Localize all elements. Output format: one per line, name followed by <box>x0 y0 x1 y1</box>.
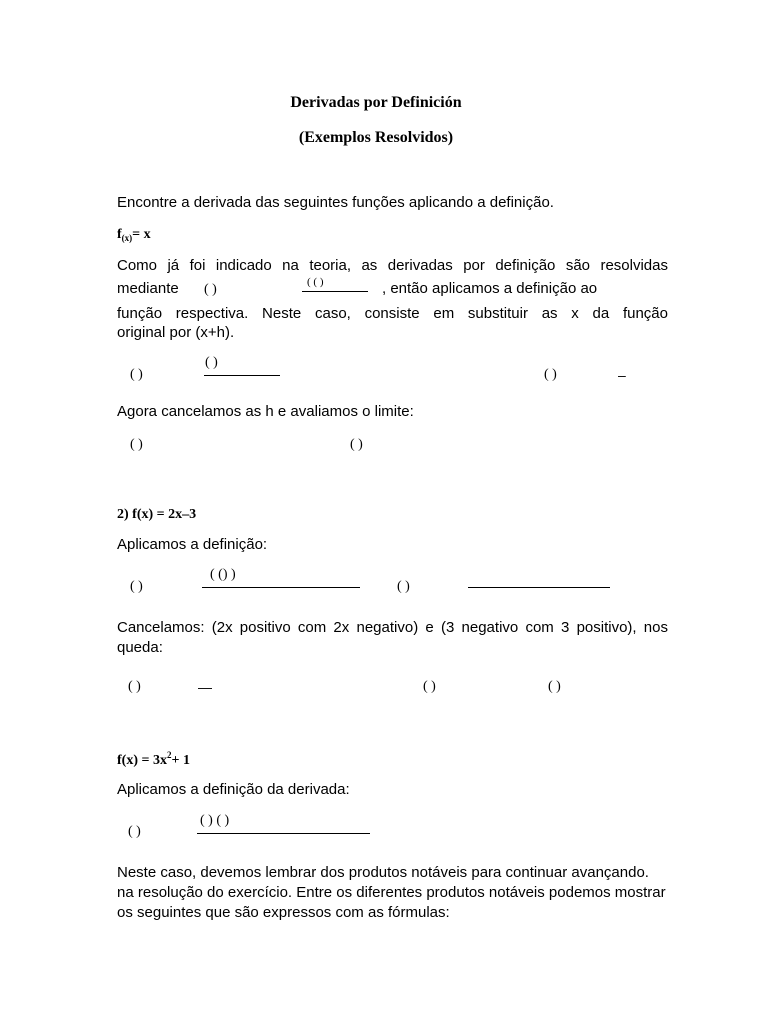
example2-eq-fraction-bar <box>202 587 360 588</box>
example1-eq-lhs: ( ) <box>130 367 143 382</box>
example1-explain-line3: função respectiva. Neste caso, consiste em substituir as x da função <box>117 305 668 322</box>
document-subtitle: (Exemplos Resolvidos) <box>298 129 454 146</box>
example2-result-lhs: ( ) <box>128 679 141 694</box>
example1-explain-line4: original por (x+h). <box>117 324 235 341</box>
example1-eq-mid: ( ) <box>544 367 557 382</box>
example1-explain-fraction-bar <box>302 291 368 292</box>
example1-heading-rest: = x <box>132 227 151 242</box>
example1-explain-frac-top: ( ( ) <box>307 276 324 288</box>
example3-heading-sup: 2 <box>166 750 172 760</box>
example1-cancel-text: Agora cancelamos as h e avaliamos o limite: <box>117 403 414 420</box>
example1-heading-sub: (x) <box>121 233 133 243</box>
example3-apply-text: Aplicamos a definição da derivada: <box>117 781 350 798</box>
example1-eq-fraction-bar <box>204 375 280 376</box>
example2-eq-lhs: ( ) <box>130 579 143 594</box>
example3-heading <box>117 750 190 769</box>
document-title: Derivadas por Definición <box>290 94 462 111</box>
example1-limit-rhs: ( ) <box>350 437 363 452</box>
example3-heading-base: f(x) = 3x <box>117 753 167 768</box>
example3-closing-text: Neste caso, devemos lembrar dos produtos notáveis para continuar avançando. na resolução do exercício. Entre os diferentes produtos notáveis podemos mostrar os seguintes que são expressos com as fórmulas: <box>117 864 666 921</box>
example2-heading: 2) f(x) = 2x–3 <box>117 507 197 522</box>
example2-eq-frac-top: ( () ) <box>210 567 236 582</box>
example1-heading <box>117 227 151 243</box>
example2-eq-fraction-bar-2 <box>468 587 610 588</box>
example1-heading-f: f <box>117 227 122 242</box>
example1-explain-mediante: mediante <box>117 280 179 297</box>
example1-limit-lhs: ( ) <box>130 437 143 452</box>
example3-eq-fraction-bar <box>197 833 370 834</box>
example3-heading-rest: + 1 <box>171 753 190 768</box>
example1-explain-ap: ( ) <box>204 282 217 297</box>
example1-explain-line1: Como já foi indicado na teoria, as derivadas por definição são resolvidas <box>117 257 668 274</box>
example2-result-dash: — <box>198 679 212 695</box>
example2-result-rhs: ( ) <box>548 679 561 694</box>
example1-explain-line2-rest: , então aplicamos a definição ao <box>382 280 598 297</box>
example2-apply-text: Aplicamos a definição: <box>117 536 268 553</box>
example2-cancel-text: Cancelamos: (2x positivo com 2x negativo) e (3 negativo com 3 positivo), nos queda: <box>117 619 668 656</box>
example2-result-mid: ( ) <box>423 679 436 694</box>
example1-eq-dash: – <box>618 367 626 383</box>
example2-eq-mid: ( ) <box>397 579 410 594</box>
intro-text: Encontre a derivada das seguintes funções aplicando a definição. <box>117 194 554 211</box>
example1-eq-frac-top: ( ) <box>205 355 218 370</box>
example3-eq-lhs: ( ) <box>128 824 141 839</box>
example3-eq-frac-top: ( ) ( ) <box>200 813 230 828</box>
